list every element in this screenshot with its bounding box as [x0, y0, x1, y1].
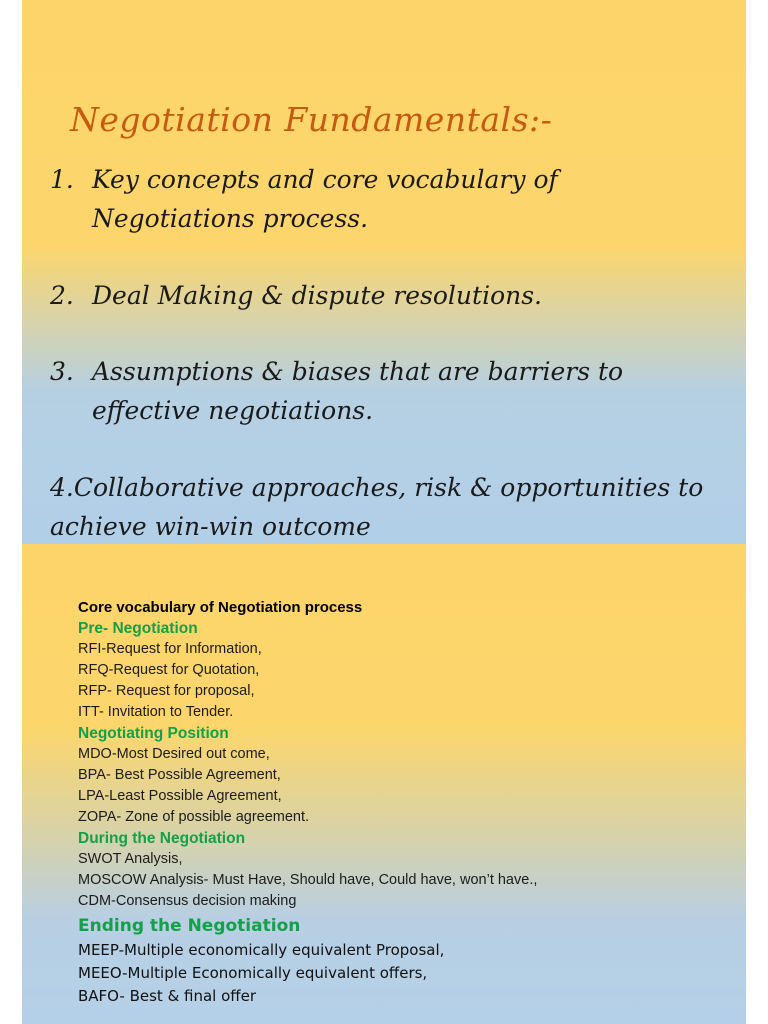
list-item: ITT- Invitation to Tender. [78, 704, 234, 720]
point-4 [50, 468, 703, 546]
point-3 [50, 352, 623, 430]
point-text: Collaborative approaches, risk & opportunities to [73, 473, 704, 502]
list-item: SWOT Analysis, [78, 851, 183, 867]
point-number: 2. [50, 281, 74, 310]
list-item: BPA- Best Possible Agreement, [78, 767, 281, 783]
point-number: 1. [50, 165, 74, 194]
point-text: achieve win-win outcome [50, 512, 371, 541]
section-heading-pre-negotiation: Pre- Negotiation [78, 620, 198, 637]
point-number: 3. [50, 357, 74, 386]
list-item: MEEO-Multiple Economically equivalent offers, [78, 964, 428, 982]
list-item: BAFO- Best & final offer [78, 987, 257, 1005]
point-1 [50, 160, 558, 238]
list-item: MDO-Most Desired out come, [78, 746, 270, 762]
point-text: effective negotiations. [92, 396, 374, 425]
list-item: RFI-Request for Information, [78, 641, 262, 657]
point-number: 4. [50, 473, 74, 502]
list-item: MEEP-Multiple economically equivalent Proposal, [78, 941, 445, 959]
vocabulary-list [78, 597, 537, 1008]
list-item: RFP- Request for proposal, [78, 683, 255, 699]
section-heading-ending-negotiation: Ending the Negotiation [78, 916, 301, 936]
page-title: Negotiation Fundamentals:- [70, 100, 553, 139]
intro-slide [22, 0, 746, 544]
point-2 [50, 276, 542, 315]
list-item: MOSCOW Analysis- Must Have, Should have, Could have, won’t have., [78, 872, 538, 888]
list-item: RFQ-Request for Quotation, [78, 662, 260, 678]
point-text: Negotiations process. [92, 204, 369, 233]
list-item: LPA-Least Possible Agreement, [78, 788, 282, 804]
list-item: CDM-Consensus decision making [78, 893, 297, 909]
vocabulary-title: Core vocabulary of Negotiation process [78, 599, 363, 616]
point-text: Assumptions & biases that are barriers to [92, 357, 624, 386]
point-text: Deal Making & dispute resolutions. [92, 281, 542, 310]
point-text: Key concepts and core vocabulary of [92, 165, 558, 194]
section-heading-negotiating-position: Negotiating Position [78, 725, 229, 742]
list-item: ZOPA- Zone of possible agreement. [78, 809, 310, 825]
section-heading-during-negotiation: During the Negotiation [78, 830, 246, 847]
